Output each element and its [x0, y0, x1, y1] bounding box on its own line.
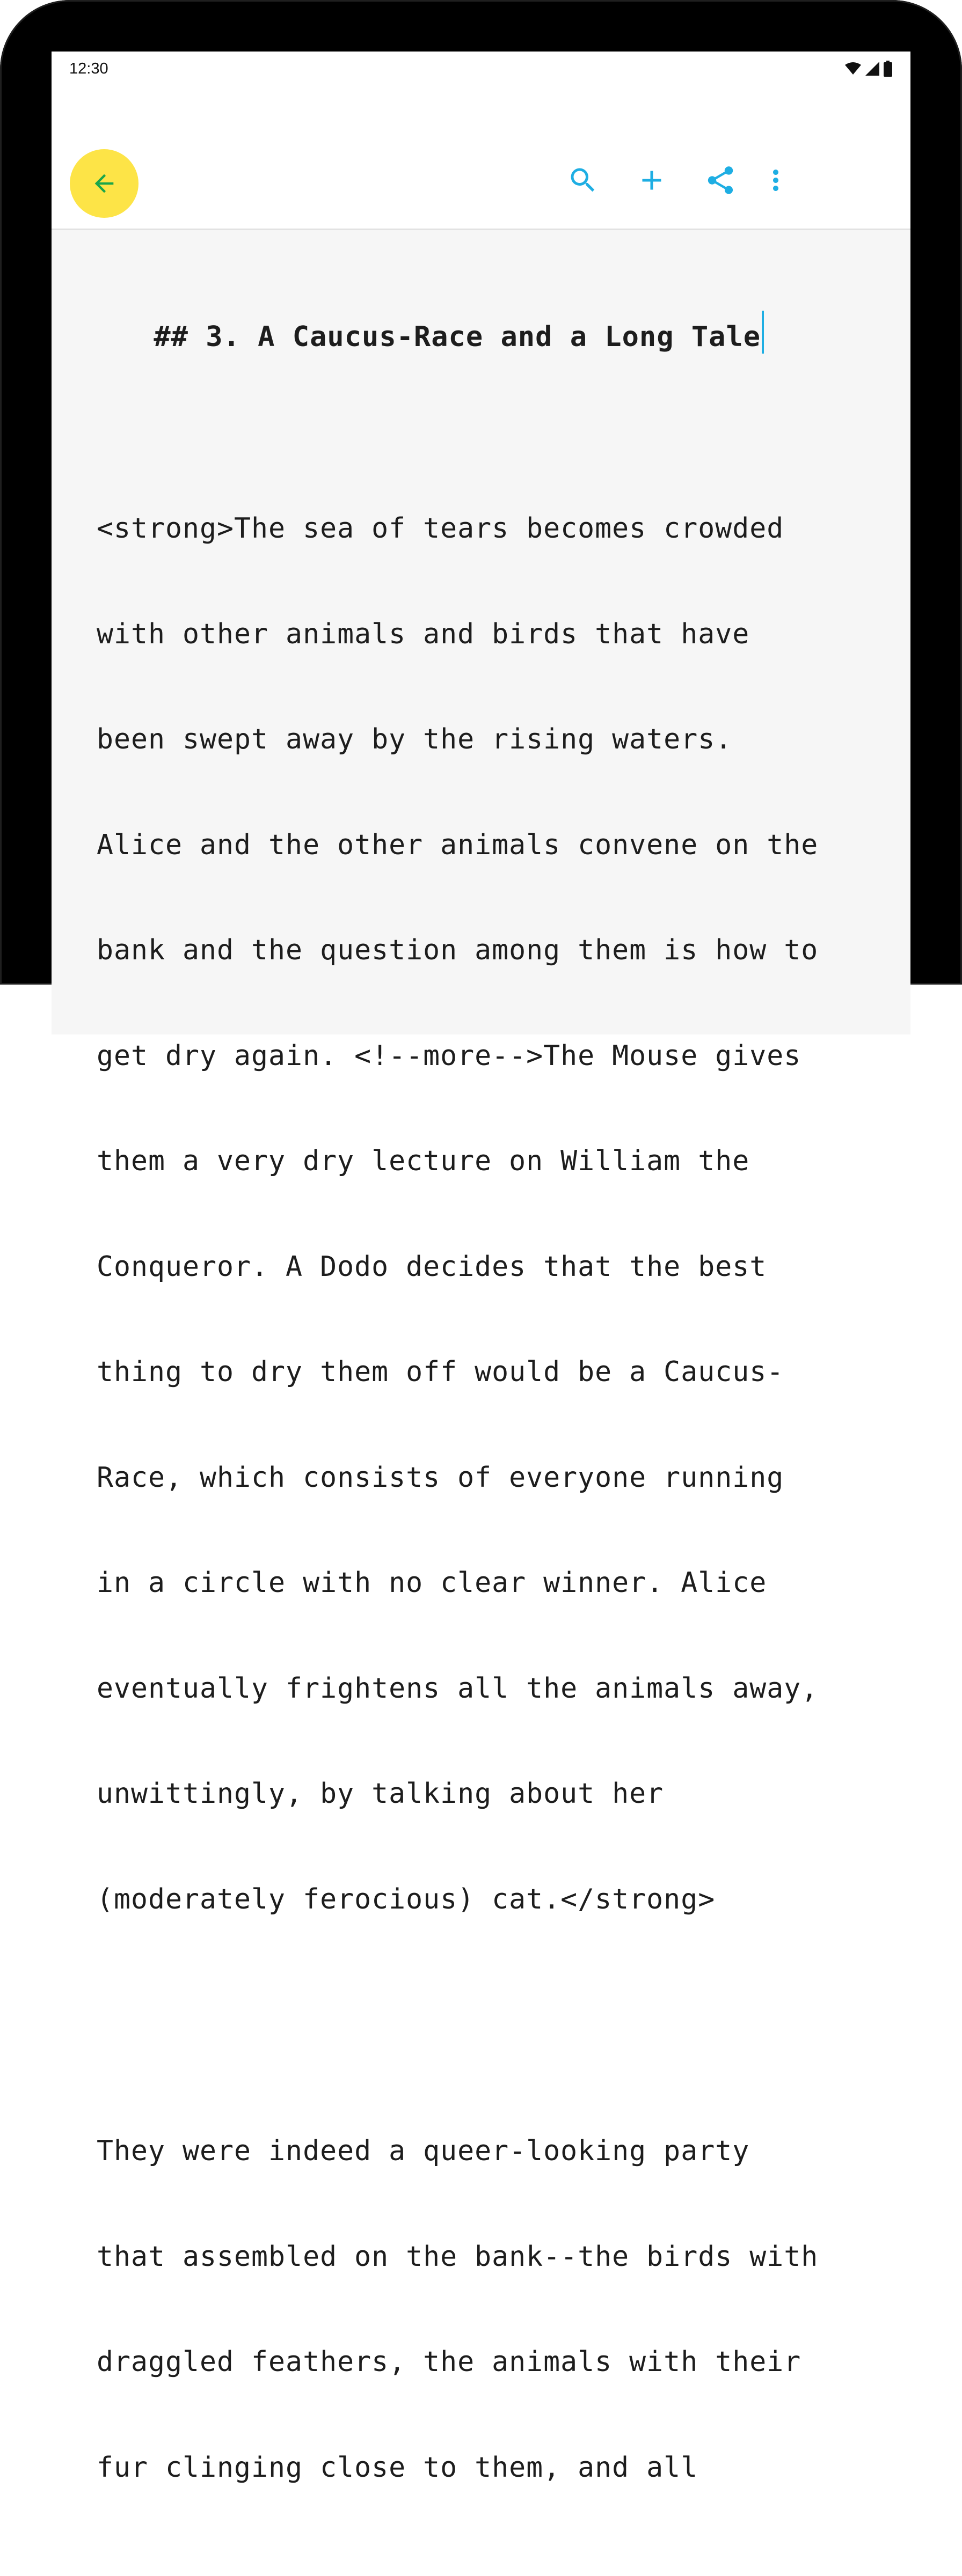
text-line: fur clinging close to them, and all [97, 2451, 698, 2484]
wifi-icon [845, 62, 861, 76]
text-line: Conqueror. A Dodo decides that the best [97, 1250, 767, 1283]
editor-area[interactable] [52, 230, 910, 2484]
text-line: They were indeed a queer-looking party [97, 2135, 750, 2167]
text-line: in a circle with no clear winner. Alice [97, 1567, 767, 1599]
arrow-back-icon [90, 170, 118, 197]
share-icon [704, 164, 737, 197]
text-cursor [762, 311, 764, 354]
screen [52, 52, 910, 2484]
text-line: <strong>The sea of tears becomes crowded [97, 512, 784, 545]
text-line: with other animals and birds that have [97, 618, 750, 650]
more-options-button[interactable] [758, 159, 793, 202]
text-line: that assembled on the bank--the birds with [97, 2240, 819, 2273]
add-button[interactable] [630, 159, 673, 202]
cellular-signal-icon [865, 62, 879, 76]
text-line: been swept away by the rising waters. [97, 723, 733, 755]
text-line: unwittingly, by talking about her [97, 1778, 664, 1810]
text-line: draggled feathers, the animals with their [97, 2346, 801, 2378]
status-bar [52, 52, 910, 85]
text-line: (moderately ferocious) cat.</strong> [97, 1883, 716, 1916]
paragraph-2 [97, 2064, 870, 2556]
document-heading: ## 3. A Caucus-Race and a Long Tale [154, 321, 761, 353]
battery-icon [884, 61, 892, 77]
app-bar [52, 85, 910, 230]
search-button[interactable] [562, 159, 604, 202]
text-line: them a very dry lecture on William the [97, 1145, 750, 1177]
text-line: thing to dry them off would be a Caucus- [97, 1356, 784, 1388]
search-icon [567, 164, 599, 196]
more-vert-icon [760, 164, 792, 196]
paragraph-1 [97, 441, 870, 1987]
share-button[interactable] [699, 159, 742, 202]
text-line: bank and the question among them is how to [97, 934, 819, 966]
add-icon [636, 164, 668, 196]
text-line: get dry again. <!--more-->The Mouse gives [97, 1039, 801, 1072]
back-button[interactable] [70, 149, 139, 218]
text-line: Race, which consists of everyone running [97, 1461, 784, 1494]
text-line: eventually frightens all the animals away, [97, 1672, 819, 1705]
text-line: Alice and the other animals convene on the [97, 828, 819, 861]
markdown-editor[interactable] [97, 280, 870, 2576]
status-time: 12:30 [69, 60, 108, 77]
system-icons [845, 61, 892, 77]
